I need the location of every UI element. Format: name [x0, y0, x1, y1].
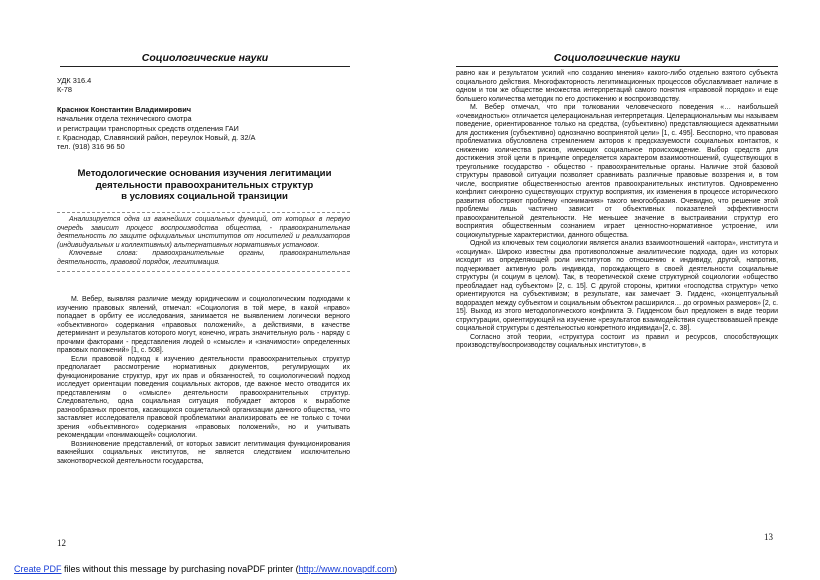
running-head-left: Социологические науки: [141, 52, 269, 64]
page-number-right: 13: [764, 532, 773, 542]
abstract-box: [57, 212, 350, 272]
article-title: [57, 168, 352, 203]
keywords-text: Ключевые слова: правоохранительные органы, правоохранительная деятельность, правовой порядок, легитимация.: [57, 250, 350, 266]
create-pdf-link[interactable]: Create PDF: [14, 564, 62, 574]
page-number-left: 12: [57, 538, 66, 548]
title-line-2: деятельности правоохранительных структур: [95, 179, 314, 191]
library-code: К-78: [57, 85, 72, 95]
running-head-right: Социологические науки: [553, 52, 681, 64]
pdf-footer-notice: [14, 564, 397, 574]
footer-text: files without this message by purchasing novaPDF printer (: [61, 564, 299, 574]
abstract-text: Анализируется одна из важнейших социальных функций, от которых в первую очередь зависит процесс воспроизводства общества, - правоохранительная деятельность по защите официальных институтов от носителей и реализаторов (индивидуальных и коллективных) альтернативных нормативных установок.: [57, 216, 350, 249]
left-body-text: [57, 296, 350, 466]
header-rule-right: [456, 66, 778, 67]
article-meta: [57, 76, 255, 152]
left-page: [0, 0, 410, 560]
right-body-text: [456, 70, 778, 351]
paragraph: Одной из ключевых тем социологии является анализ взаимоотношений «актора», институтa и «социума». Широко известны два противоположные аналитические подхода, один из которых исходит из определяющей роли институтов по отношению к индивиду, другой, напротив, подчеркивает активную роль индивида, порождающего в своей деятельности социальные структуры (и социум в целом). Так, в теоретической схеме структурной социологии «общество преобладает над субъектом» [2, с. 15]. С другой стороны, критики «господства структур» четко ориентируются на субъективизм; в результате, как замечает Э. Гидденс, «концептуальный водораздел между субъектом и социальным объектом расширился… до огромных размеров» [2, с. 15]. Выход из этого методологического конфликта Э. Гидденсом был предложен в виде теории структурации, ориентирующей на изучение «результатов взаимодействия существовавшей прежде социальной структуры с деятельностью конкретного индивида»[2, с. 38].: [456, 240, 778, 332]
title-line-1: Методологические основания изучения легитимации: [77, 168, 332, 179]
author-address: г. Краснодар, Славянский район, переулок Новый, д. 32/А: [57, 133, 256, 143]
paragraph: Согласно этой теории, «структура состоит из правил и ресурсов, способствующих производству/воспроизводству социальных институтов», в: [456, 333, 778, 349]
right-page: [410, 0, 820, 560]
paragraph: равно как и результатом усилий «по созданию мнения» какого-либо отдельно взятого субъекта социального действия. Многофакторность легитимационных процессов обуславливает наличие в одном и том же обществе множества интерпретаций самого понятия «правовой порядок» и еще большего количества методик по его достижению и воспроизводству.: [456, 70, 778, 103]
udc-code: УДК 316.4: [57, 76, 92, 85]
author-position-2: и регистрации транспортных средств отделения ГАИ: [57, 123, 239, 133]
footer-close: ): [394, 564, 398, 574]
paragraph: Возникновение представлений, от которых зависит легитимация функционирования важнейших социальных институтов, не является следствием исключительно законотворческой деятельности государства,: [57, 440, 350, 465]
title-line-3: в условиях социальной транзиции: [121, 191, 288, 203]
paragraph: М. Вебер, выявляя различие между юридическим и социологическим подходами к изучению правовых явлений, отмечал: «Социология в той мере, в какой «право» попадает в орбиту ее исследования, занимается не выявлением логически верного «объективного» содержания «правовых положений», а действиями, в качестве детерминант и результатов которого могут, конечно, играть значительную роль - наряду с прочими факторами - представления людей о «смысле» и «значимости» определенных правовых положений» [1, с. 508].: [57, 296, 350, 354]
novapdf-link[interactable]: http://www.novapdf.com: [298, 564, 395, 574]
paragraph: Если правовой подход к изучению деятельности правоохранительных структур предполагает рассмотрение нормативных документов, регулирующих их функционирование структур, круг их прав и обязанностей, то социологический подход исследует ориентации поведения социальных акторов, где важное место отводится их представлениям о «смысле» деятельности правоохранительных структур. Следовательно, одна социальная ситуация побуждает акторов к выработке разнообразных проектов, касающихся социетальной организации данного общества, что заставляет исследователя правовой проблематики анализировать ее не только с точки зрения «объективного» содержания «правовых положений», но и учитывать рекомендации «понимающей» социологии.: [57, 355, 350, 439]
author-phone: тел. (918) 316 96 50: [57, 142, 125, 152]
author-name: Краснюк Константин Владимирович: [57, 104, 192, 114]
author-position-1: начальник отдела технического смотра: [57, 114, 192, 124]
paragraph: М. Вебер отмечал, что при толковании человеческого поведения «… наибольшей «очевидностью» отличается целерациональная интерпретация. Целерациональным мы называем поведение, ориентированное только на средства, (субъективно) представляющиеся адекватными для достижения (субъективно) однозначно воспринятой цели» [1, с. 495]. Бесспорно, что правовая проблематика обусловлена стремлением акторов к предсказуемости социальных контактов, к снижению количества рисков, имеющих социальное происхождение. Выбор средств для достижения этой цели в принципе определяется характером взаимоотношений, существующих в треугольнике государство - общество - правоохранительные органы. Наличие этой базовой структуры правовой ситуации позволяет сравнивать различные правовые воззрения и, в том числе, восприятие общественностью агентов правоохранительных институтов. Одновременно конфликт синхронно существующих структур восприятия, их изменения в процессе исторического развития обостряют проблему «понимания» такого многообразия. Очевидно, что решение этой проблемы лишь частично зависит от объективных показателей эффективности правоохранительной деятельности. Не меньшее значение в выстраивании структур его восприятия общественным сознанием играет ценностно-нормативное устроение, или социокультурные характеристики, данного общества.: [456, 104, 778, 239]
header-rule-left: [60, 66, 350, 67]
